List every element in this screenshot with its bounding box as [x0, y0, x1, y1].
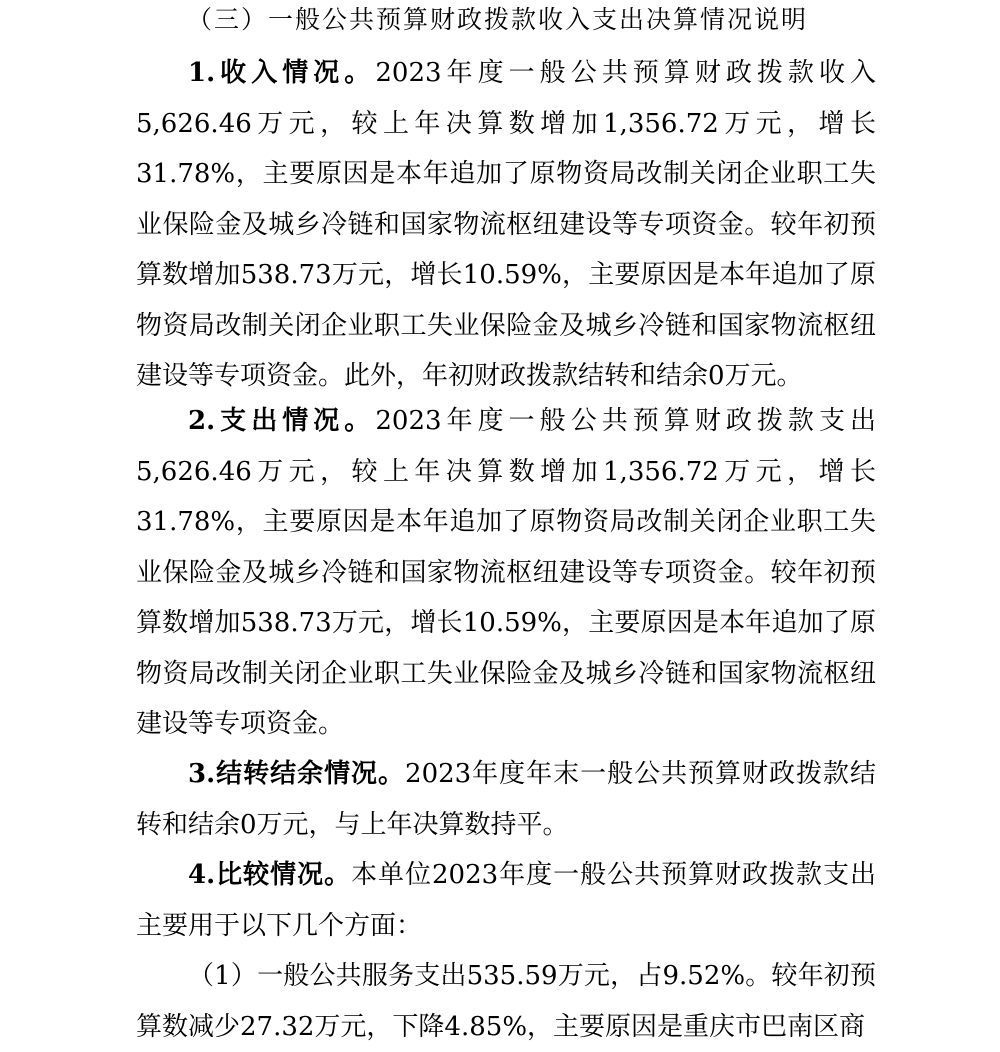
- paragraph-comparison: [136, 850, 876, 951]
- paragraph-text: 2023年度一般公共预算财政拨款支出5,626.46万元，较上年决算数增加1,356.72万元，增长31.78%，主要原因是本年追加了原物资局改制关闭企业职工失业保险金及城乡冷链和国家物流枢纽建设等专项资金。较年初预算数增加538.73万元，增长10.59%，主要原因是本年追加了原物资局改制关闭企业职工失业保险金及城乡冷链和国家物流枢纽建设等专项资金。: [136, 406, 876, 739]
- paragraph-lead: 3.结转结余情况。: [188, 759, 406, 789]
- paragraph-text: 本单位2023年度一般公共预算财政拨款支出主要用于以下几个方面：: [136, 860, 876, 941]
- paragraph-text: （1）一般公共服务支出535.59万元，占9.52%。较年初预算数减少27.32万元，下降4.85%，主要原因是重庆市巴南区商: [136, 961, 876, 1042]
- paragraph-lead: 2.支出情况。: [188, 406, 376, 436]
- paragraph-expenditure: [136, 396, 876, 750]
- paragraph-text: 2023年度年末一般公共预算财政拨款结转和结余0万元，与上年决算数持平。: [136, 759, 876, 840]
- paragraph-text: 2023年度一般公共预算财政拨款收入5,626.46万元，较上年决算数增加1,356.72万元，增长31.78%，主要原因是本年追加了原物资局改制关闭企业职工失业保险金及城乡冷链和国家物流枢纽建设等专项资金。较年初预算数增加538.73万元，增长10.59%，主要原因是本年追加了原物资局改制关闭企业职工失业保险金及城乡冷链和国家物流枢纽建设等专项资金。此外，年初财政拨款结转和结余0万元。: [136, 58, 876, 391]
- paragraph-item-1: [136, 951, 876, 1052]
- paragraph-lead: 1.收入情况。: [188, 58, 376, 88]
- paragraph-carryover: [136, 749, 876, 850]
- paragraph-income: [136, 48, 876, 402]
- section-heading: （三）一般公共预算财政拨款收入支出决算情况说明: [187, 5, 809, 34]
- paragraph-lead: 4.比较情况。: [188, 860, 352, 890]
